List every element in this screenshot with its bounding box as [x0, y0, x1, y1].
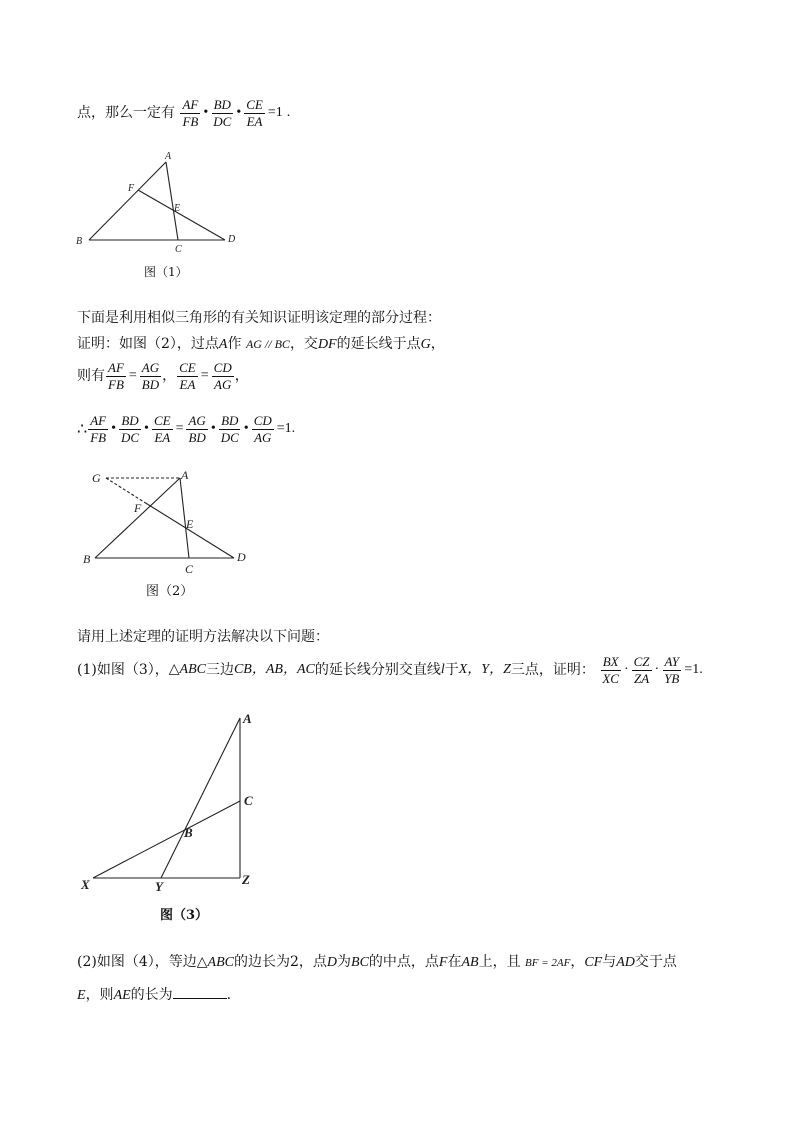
fig2-label-b: B	[83, 552, 91, 566]
bf-condition: BF = 2AF	[525, 957, 571, 969]
fig3-caption: 图（3）	[160, 908, 209, 923]
fig3-label-a: A	[243, 711, 252, 726]
fraction-af-fb: $\frac{AF}{FB}$	[182, 97, 199, 129]
fig1-line-fd	[138, 190, 225, 240]
answer-blank[interactable]	[173, 986, 227, 999]
fig1-label-a: A	[165, 151, 172, 162]
question-2-line-1: (2)如图（4），等边△ABC的边长为2，点D为BC的中点，点F在AB上，且 BF = 2AF，CF与AD交于点	[77, 954, 677, 970]
fig1-label-f: F	[128, 183, 135, 194]
fig1-label-c: C	[175, 244, 182, 255]
fig1-label-e: E	[174, 203, 181, 214]
fig3-line-ya	[161, 718, 240, 878]
fig3-label-z: Z	[242, 872, 250, 887]
fig2-label-f: F	[134, 501, 142, 515]
fig2-label-c: C	[185, 562, 194, 576]
question-1: (1)如图（3），△ABC三边CB，AB，AC的延长线分别交直线l于X，Y，Z三点，证明： $\frac{BX}{XC}$ · $\frac{CZ}{ZA}$ · $\frac{AY}{YB}$ =1.	[77, 654, 703, 686]
task-heading: 请用上述定理的证明方法解决以下问题：	[77, 629, 329, 645]
parallel-condition: AG // BC	[245, 337, 290, 351]
fig2-line-gd-dashed	[106, 478, 144, 502]
fraction-ce-ea: $\frac{CE}{EA}$	[246, 97, 263, 129]
fig3-label-b: B	[184, 825, 193, 840]
fig3-label-y: Y	[155, 879, 163, 893]
fig3-label-c: C	[244, 793, 253, 808]
proof-heading: 下面是利用相似三角形的有关知识证明该定理的部分过程：	[77, 310, 441, 326]
intro-line: 点，那么一定有 $\frac{AF}{FB}$ • $\frac{BD}{DC}$ • $\frac{CE}{EA}$ =1 .	[77, 97, 291, 129]
fraction-bd-dc: $\frac{BD}{DC}$	[213, 97, 232, 129]
proof-line-1: 证明：如图（2），过点A作 AG // BC，交DF的延长线于点G，	[77, 336, 445, 352]
fig2-caption: 图（2）	[146, 584, 194, 599]
intro-prefix: 点，那么一定有	[77, 105, 175, 122]
figure-1	[70, 148, 255, 258]
fig2-line-ba	[95, 478, 180, 558]
proof-line-3: ∴ $\frac{AF}{FB}$ • $\frac{BD}{DC}$ • $\frac{CE}{EA}$ = $\frac{AG}{BD}$ • $\frac{BD}{DC}$ • $\frac{CD}{AG}$ =1.	[77, 413, 296, 445]
figure-2	[78, 465, 258, 580]
fig3-label-x: X	[81, 877, 90, 892]
question-2-line-2: E，则AE的长为 .	[77, 987, 232, 1003]
fig1-label-b: B	[76, 236, 83, 247]
fig1-line-ba	[89, 162, 166, 240]
fig2-label-a: A	[181, 468, 189, 482]
fig1-caption: 图（1）	[144, 265, 188, 279]
fig2-label-g: G	[92, 471, 101, 485]
fig2-label-e: E	[186, 517, 194, 531]
fig2-label-d: D	[237, 550, 246, 564]
fig1-label-d: D	[228, 234, 236, 245]
figure-3	[76, 708, 276, 893]
fig1-line-ac	[166, 162, 181, 240]
proof-line-2: 则有 $\frac{AF}{FB}$ = $\frac{AG}{BD}$ ， $\frac{CE}{EA}$ = $\frac{CD}{AG}$ ，	[77, 360, 249, 392]
